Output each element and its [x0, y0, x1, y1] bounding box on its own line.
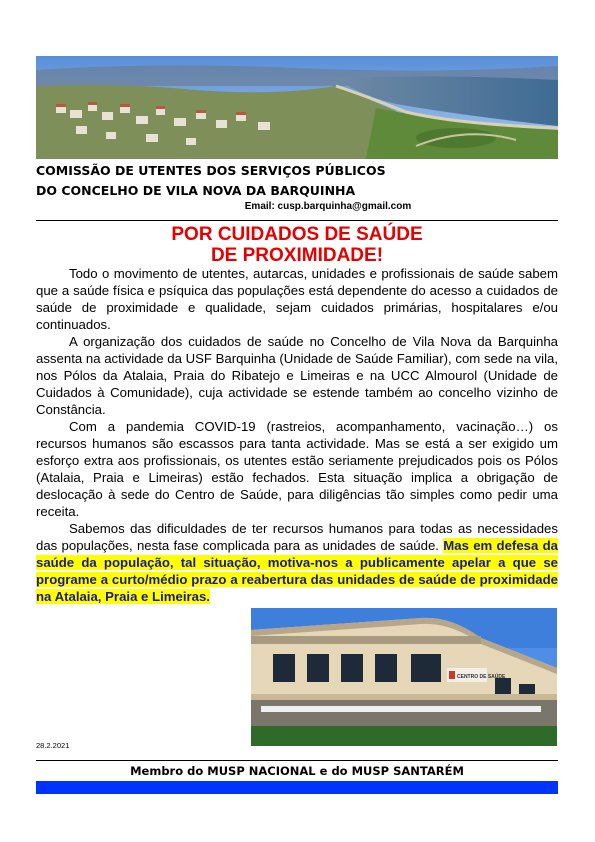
- document-date: 28.2.2021: [36, 741, 70, 750]
- organization-name-line-2: DO CONCELHO DE VILA NOVA DA BARQUINHA: [36, 183, 356, 198]
- page-title: [36, 224, 558, 266]
- contact-email: Email: cusp.barquinha@gmail.com: [244, 201, 412, 212]
- landscape-illustration: [36, 56, 558, 159]
- health-center-illustration: [251, 608, 557, 746]
- health-center-sign: CENTRO DE SAÚDE: [457, 674, 506, 680]
- header-divider: [36, 220, 558, 221]
- article-body: [36, 265, 558, 605]
- footer-membership-text: Membro do MUSP NACIONAL e do MUSP SANTARÉM: [130, 764, 464, 778]
- highlighted-appeal: Mas em defesa da saúde da população, tal situação, motiva-nos a publicamente apelar a que se programe a curto/médio prazo a reabertura das unidades de saúde de proximidade na Atalaia, Praia e Limeiras.: [36, 538, 558, 604]
- paragraph-3: Com a pandemia COVID-19 (rastreios, acompanhamento, vacinação…) os recursos humanos são escassos para tanta actividade. Mas se está a ser exigido um esforço extra aos profissionais, os utentes estão seriamente prejudicados pois os Pólos (Atalaia, Praia e Limeiras) estão fechados. Esta situação implica a obrigação de deslocação à sede do Centro de Saúde, para diligências tão simples como pedir uma receita.: [36, 419, 558, 519]
- header-block: [36, 161, 558, 212]
- paragraph-2: A organização dos cuidados de saúde no Concelho de Vila Nova da Barquinha assenta na actividade da USF Barquinha (Unidade de Saúde Familiar), com sede na vila, nos Pólos da Atalaia, Praia do Ribatejo e Limeiras e na UCC Almourol (Unidade de Cuidados à Comunidade), cuja actividade se estende também ao concelho vizinho de Constância.: [36, 334, 558, 417]
- paragraph-4-text: Sabemos das dificuldades de ter recursos humanos para todas as necessidades das populações, nesta fase complicada para as unidades de saúde.: [36, 521, 558, 553]
- health-center-photo: [251, 608, 557, 746]
- footer-divider: [36, 760, 558, 761]
- paragraph-1: Todo o movimento de utentes, autarcas, unidades e profissionais de saúde sabem que a saúde física e psíquica das populações está dependente do acesso a cuidados de saúde de proximidade e qualidade, sejam cuidados primárias, hospitalares e/ou continuados.: [36, 266, 558, 332]
- title-line-2: DE PROXIMIDADE!: [210, 245, 384, 266]
- paragraph-4: [36, 520, 558, 605]
- title-line-1: POR CUIDADOS DE SAÚDE: [171, 224, 423, 245]
- footer-blue-bar: [36, 781, 558, 794]
- landscape-banner-image: [36, 56, 558, 159]
- organization-name-line-1: COMISSÃO DE UTENTES DOS SERVIÇOS PÚBLICOS: [36, 163, 386, 178]
